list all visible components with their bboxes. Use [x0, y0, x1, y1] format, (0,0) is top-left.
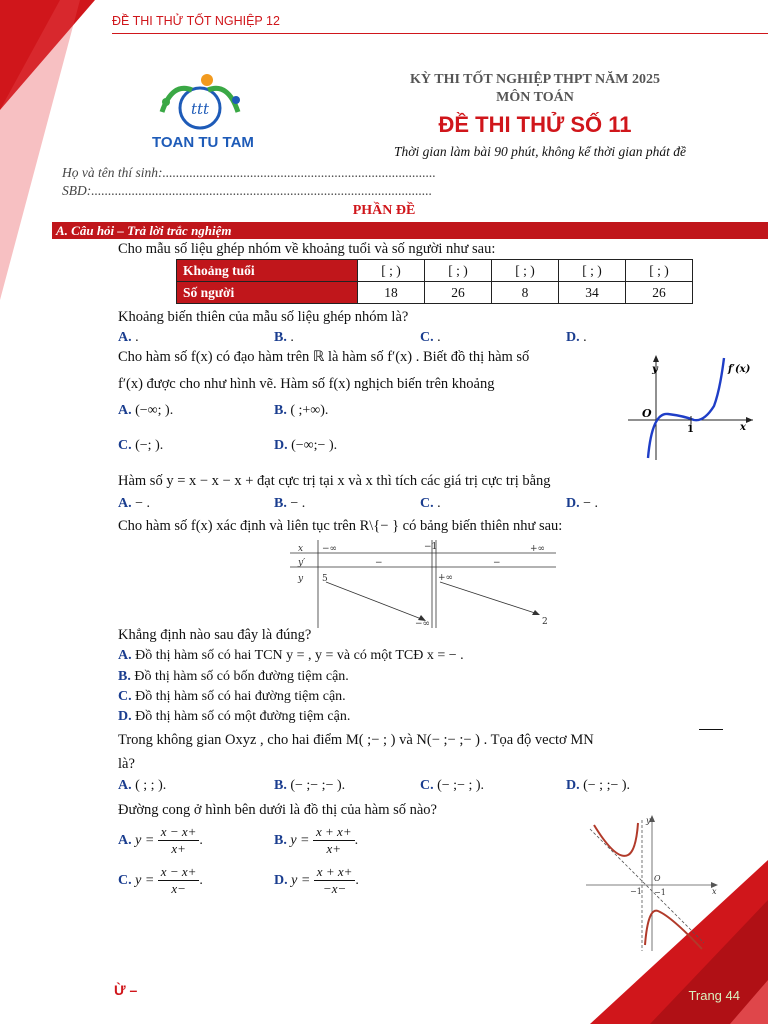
q4-option-a[interactable] [118, 648, 464, 664]
graph-x-label: x [740, 422, 746, 433]
q6-option-c[interactable]: C. y = $\frac{x - x+}{x-}$ . [118, 864, 203, 896]
option-value: (− ; ;− ). [583, 778, 631, 793]
option-label: B. [274, 833, 287, 848]
section-bar: A. Câu hỏi – Trả lời trắc nghiệm [52, 222, 768, 239]
table-cell: 8 [492, 282, 559, 304]
table-cell: 34 [559, 282, 626, 304]
bbt-neg-inf2: −∞ [415, 619, 431, 628]
option-label: C. [118, 438, 132, 453]
table-cell: [ ; ) [358, 260, 425, 282]
option-value: Đồ thị hàm số có hai TCN y = , y = và có một TCĐ x = − . [135, 648, 464, 663]
bbt-sign1: − [375, 558, 383, 568]
exam-title: ĐỀ THI THỬ SỐ 11 [438, 112, 632, 137]
table-cell: 26 [626, 282, 693, 304]
q5-option-d[interactable] [566, 778, 630, 794]
option-label: C. [118, 873, 132, 888]
option-label: C. [420, 330, 434, 345]
q5-line2: là? [118, 756, 135, 772]
frequency-table [176, 259, 693, 304]
footer-left: Ừ – [114, 982, 138, 998]
option-value: Đồ thị hàm số có bốn đường tiệm cận. [134, 669, 349, 684]
q6-option-d[interactable]: D. y = $\frac{x + x+}{-x-}$ . [274, 864, 359, 896]
option-value: ( ;+∞). [290, 403, 329, 418]
q1-option-d[interactable] [566, 330, 587, 346]
q5-line1: Trong không gian Oxyz , cho hai điểm M( ;− ; ) và N(− ;− ;− ) . Tọa độ vectơ MN [118, 732, 594, 748]
option-label: A. [118, 496, 132, 511]
option-value: (− ;− ; ). [437, 778, 485, 793]
fraction-numerator: x + x+ [314, 864, 356, 881]
q4-line: Cho hàm số f(x) xác định và liên tục trên R\{− } có bảng biến thiên như sau: [118, 518, 563, 534]
q2-option-a[interactable] [118, 403, 173, 419]
option-label: A. [118, 648, 132, 663]
exam-line2: MÔN TOÁN [496, 90, 574, 105]
header-underline [112, 33, 768, 34]
option-label: B. [274, 330, 287, 345]
table-cell: 26 [425, 282, 492, 304]
option-label: D. [566, 496, 580, 511]
option-value: Đồ thị hàm số có một đường tiệm cận. [135, 709, 351, 724]
table-cell: [ ; ) [492, 260, 559, 282]
graph-curve-label: f′(x) [728, 364, 751, 375]
graph-tick-x: −1 [630, 887, 642, 896]
table-cell: [ ; ) [559, 260, 626, 282]
bbt-neg-inf: −∞ [322, 544, 338, 554]
fraction-numerator: x − x+ [158, 864, 200, 881]
bbt-plus-inf: +∞ [438, 573, 454, 583]
option-value: . [437, 330, 441, 345]
bbt-x: x [298, 544, 304, 554]
q3-line: Hàm số y = x − x − x + đạt cực trị tại x và x thì tích các giá trị cực trị bằng [118, 473, 551, 489]
fraction-denominator: x+ [326, 841, 342, 856]
table-cell: [ ; ) [425, 260, 492, 282]
vector-arrow [699, 729, 723, 730]
graph-y-label: y [646, 816, 651, 825]
q1-intro: Cho mẫu số liệu ghép nhóm về khoảng tuổi và số người như sau: [118, 241, 496, 257]
exam-line1: KỲ THI TỐT NGHIỆP THPT NĂM 2025 [410, 72, 660, 87]
variation-table [290, 540, 556, 628]
table-cell: 18 [358, 282, 425, 304]
header-top-label: ĐỀ THI THỬ TỐT NGHIỆP 12 [112, 14, 280, 28]
option-prefix: y = [135, 833, 155, 848]
q5-option-a[interactable] [118, 778, 166, 794]
graph-tick-label: 1 [687, 424, 694, 435]
part-title: PHẦN ĐỀ [352, 203, 416, 218]
option-label: D. [566, 778, 580, 793]
bbt-two: 2 [542, 617, 548, 627]
option-label: D. [566, 330, 580, 345]
q4-option-c[interactable] [118, 689, 346, 705]
sbd-field: SBD:..................................................................................................... [62, 183, 433, 198]
option-value: (− ;− ;− ). [290, 778, 346, 793]
option-value: (−∞;− ). [291, 438, 338, 453]
q6-line: Đường cong ở hình bên dưới là đồ thị của hàm số nào? [118, 802, 437, 818]
q2-option-b[interactable] [274, 403, 328, 419]
option-label: D. [118, 709, 132, 724]
bbt-sign2: − [493, 558, 501, 568]
q3-option-d[interactable] [566, 496, 598, 512]
graph-x-label: x [712, 887, 717, 896]
graph-origin-label: O [654, 874, 661, 883]
fraction-denominator: x− [171, 881, 186, 896]
option-value: ( ; ; ). [135, 778, 167, 793]
fraction-numerator: x + x+ [313, 824, 355, 841]
logo-icon [152, 72, 252, 132]
corner-decoration-top-left [0, 0, 110, 320]
option-value: − . [135, 496, 151, 511]
bbt-five: 5 [322, 574, 328, 584]
option-label: A. [118, 833, 132, 848]
q6-option-b[interactable]: B. y = $\frac{x + x+}{x+}$ . [274, 824, 359, 856]
logo-text: TOAN TU TAM [152, 134, 254, 151]
q1-option-a[interactable] [118, 330, 139, 346]
page-number: Trang 44 [688, 988, 740, 1003]
option-value: − . [290, 496, 306, 511]
bbt-yp: y′ [298, 558, 306, 568]
option-label: B. [274, 403, 287, 418]
option-value: − . [583, 496, 599, 511]
fraction-denominator: −x− [322, 881, 347, 896]
q4-question: Khẳng định nào sau đây là đúng? [118, 627, 312, 643]
q3-option-a[interactable] [118, 496, 150, 512]
option-label: B. [274, 496, 287, 511]
option-value: . [583, 330, 587, 345]
option-prefix: y = [290, 833, 310, 848]
q4-option-d[interactable] [118, 709, 350, 725]
bbt-m1: −1 [424, 542, 438, 552]
q6-option-a[interactable]: A. y = $\frac{x - x+}{x+}$ . [118, 824, 203, 856]
q2-option-d[interactable] [274, 438, 337, 454]
option-value: (−; ). [135, 438, 164, 453]
exam-time: Thời gian làm bài 90 phút, không kể thời gian phát đề [394, 144, 686, 159]
option-value: . [135, 330, 139, 345]
option-label: A. [118, 330, 132, 345]
q5-option-c[interactable] [420, 778, 484, 794]
graph-origin-label: O [642, 407, 652, 420]
q3-option-c[interactable] [420, 496, 441, 512]
option-label: A. [118, 778, 132, 793]
logo-mark: ttt [190, 100, 210, 118]
option-value: Đồ thị hàm số có hai đường tiệm cận. [135, 689, 346, 704]
bbt-pos-inf: +∞ [530, 544, 546, 554]
graph-y-label: y [652, 364, 658, 375]
bbt-y: y [298, 574, 304, 584]
q1-option-c[interactable] [420, 330, 441, 346]
option-value: (−∞; ). [135, 403, 174, 418]
option-label: C. [420, 496, 434, 511]
option-prefix: y = [135, 873, 155, 888]
option-label: D. [274, 438, 288, 453]
table-header-count: Số người [177, 282, 358, 304]
option-label: B. [274, 778, 287, 793]
table-cell: [ ; ) [626, 260, 693, 282]
graph-tick-y: −1 [654, 888, 666, 897]
q2-option-c[interactable] [118, 438, 163, 454]
option-label: A. [118, 403, 132, 418]
option-value: . [290, 330, 294, 345]
option-label: D. [274, 873, 288, 888]
q2-line2: f′(x) được cho như hình vẽ. Hàm số f(x) nghịch biến trên khoảng [118, 376, 495, 392]
option-label: B. [118, 669, 131, 684]
fraction-denominator: x+ [171, 841, 186, 856]
q4-option-b[interactable] [118, 669, 349, 685]
option-value: . [437, 496, 441, 511]
option-label: C. [420, 778, 434, 793]
name-field: Họ và tên thí sinh:................................................................................. [62, 165, 436, 180]
option-label: C. [118, 689, 132, 704]
q2-derivative-graph [628, 350, 758, 462]
q1-option-b[interactable] [274, 330, 294, 346]
q2-line1: Cho hàm số f(x) có đạo hàm trên ℝ là hàm số f′(x) . Biết đồ thị hàm số [118, 349, 530, 365]
q3-option-b[interactable] [274, 496, 305, 512]
q1-question: Khoảng biến thiên của mẫu số liệu ghép nhóm là? [118, 309, 409, 325]
option-prefix: y = [291, 873, 311, 888]
q6-rational-graph [586, 815, 720, 951]
q5-option-b[interactable] [274, 778, 345, 794]
table-header-age: Khoảng tuổi [177, 260, 358, 282]
fraction-numerator: x − x+ [158, 824, 200, 841]
